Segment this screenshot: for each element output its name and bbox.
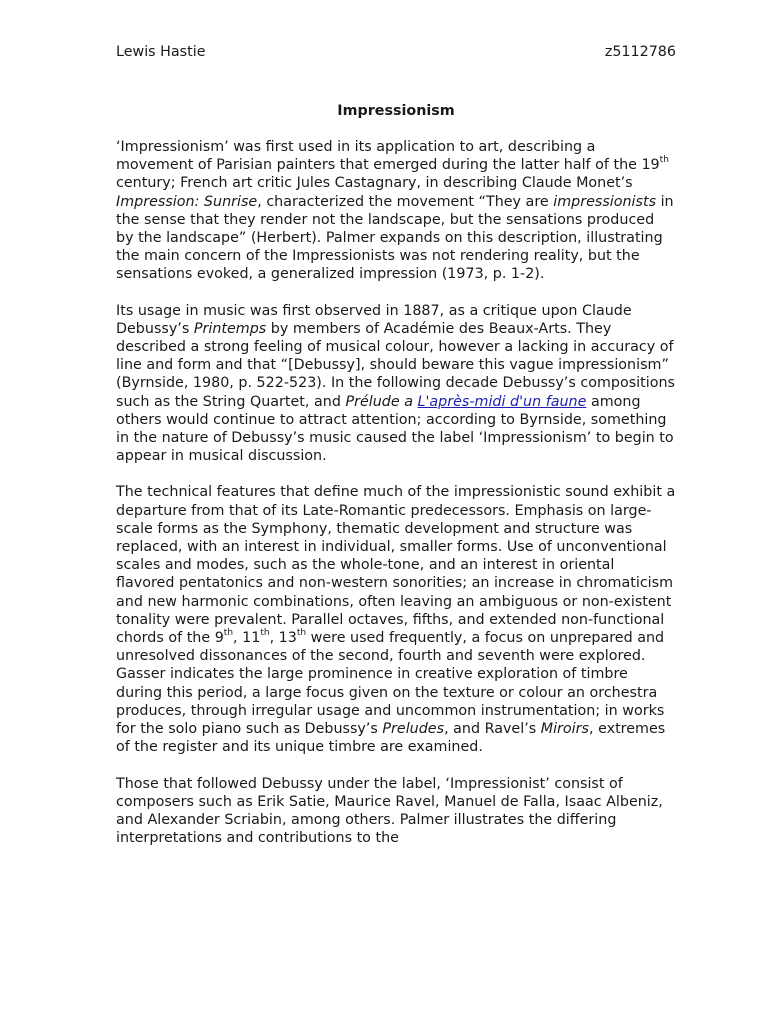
ordinal-superscript: th (659, 155, 669, 166)
italic-title: Printemps (193, 320, 267, 337)
ordinal-superscript: th (260, 628, 270, 639)
inline-link[interactable]: L'après-midi d'un faune (417, 393, 587, 410)
text-run: century; French art critic Jules Castagnary, in describing Claude Monet’s (116, 175, 633, 192)
text-run: Its usage in music was first observed in 1887, as a critique upon Claude Debussy’s (116, 302, 632, 337)
text-run: , and Ravel’s (444, 721, 541, 738)
paragraph-4 (116, 775, 676, 848)
text-run: were used frequently, a focus on unprepared and unresolved dissonances of the second, fourth and seventh were explored. Gasser indicates the large prominence in creative exploration of timbre during this period, a large focus given on the texture or colour an orchestra produces, through irregular usage and uncommon instrumentation; in works for the solo piano such as Debussy’s (116, 630, 665, 738)
paragraph-3 (116, 483, 676, 756)
student-id: z5112786 (604, 44, 676, 60)
italic-title: Prélude a (345, 393, 418, 410)
paragraph-2 (116, 302, 676, 466)
italic-title: impressionists (553, 193, 657, 210)
text-run: The technical features that define much of the impressionistic sound exhibit a departure from that of its Late-Romantic predecessors. Emphasis on large-scale forms as the Symphony, thematic development and structure was replaced, with an interest in individual, smaller forms. Use of unconventional scales and modes, such as the whole-tone, and an interest in oriental flavored pentatonics and non-western sonorities; an increase in chromaticism and new harmonic combinations, often leaving an ambiguous or non-existent tonality were prevalent. Parallel octaves, fifths, and extended non-functional chords of the 9 (116, 484, 676, 647)
text-run: , 11 (233, 630, 261, 647)
author-name: Lewis Hastie (116, 44, 206, 60)
text-run: among others would continue to attract attention; according to Byrnside, something in the nature of Debussy’s music caused the label ‘Impressionism’ to begin to appear in musical discussion. (116, 393, 674, 465)
italic-title: Preludes (382, 721, 445, 738)
text-run: , extremes of the register and its unique timbre are examined. (116, 721, 666, 756)
italic-title: Impression: Sunrise (116, 193, 258, 210)
document-title: Impressionism (337, 103, 455, 119)
ordinal-superscript: th (296, 628, 307, 639)
document-page (116, 40, 676, 847)
text-run: Those that followed Debussy under the label, ‘Impressionist’ consist of composers such as Erik Satie, Maurice Ravel, Manuel de Falla, Isaac Albeniz, and Alexander Scriabin, among others. Palmer illustrates the differing interpretations and contributions to the (116, 775, 663, 847)
page-header (116, 40, 676, 64)
text-run: ‘Impressionism’ was first used in its application to art, describing a movement of Parisian painters that emerged during the latter half of the 19 (116, 139, 660, 174)
text-run: , characterized the movement “They are (257, 193, 554, 210)
text-run: by members of Académie des Beaux-Arts. They described a strong feeling of musical colour, however a lacking in accuracy of line and form and that “[Debussy], should beware this vague impressionism” (Byrnside, 1980, p. 522-523). In the following decade Debussy’s compositions such as the String Quartet, and (116, 320, 675, 410)
paragraph-1 (116, 138, 676, 284)
text-run: in the sense that they render not the landscape, but the sensations produced by the landscape” (Herbert). Palmer expands on this description, illustrating the main concern of the Impressionists was not rendering reality, but the sensations evoked, a generalized impression (1973, p. 1-2). (116, 193, 674, 283)
ordinal-superscript: th (223, 628, 234, 639)
italic-title: Miroirs (540, 721, 589, 738)
text-run: , 13 (269, 630, 297, 647)
